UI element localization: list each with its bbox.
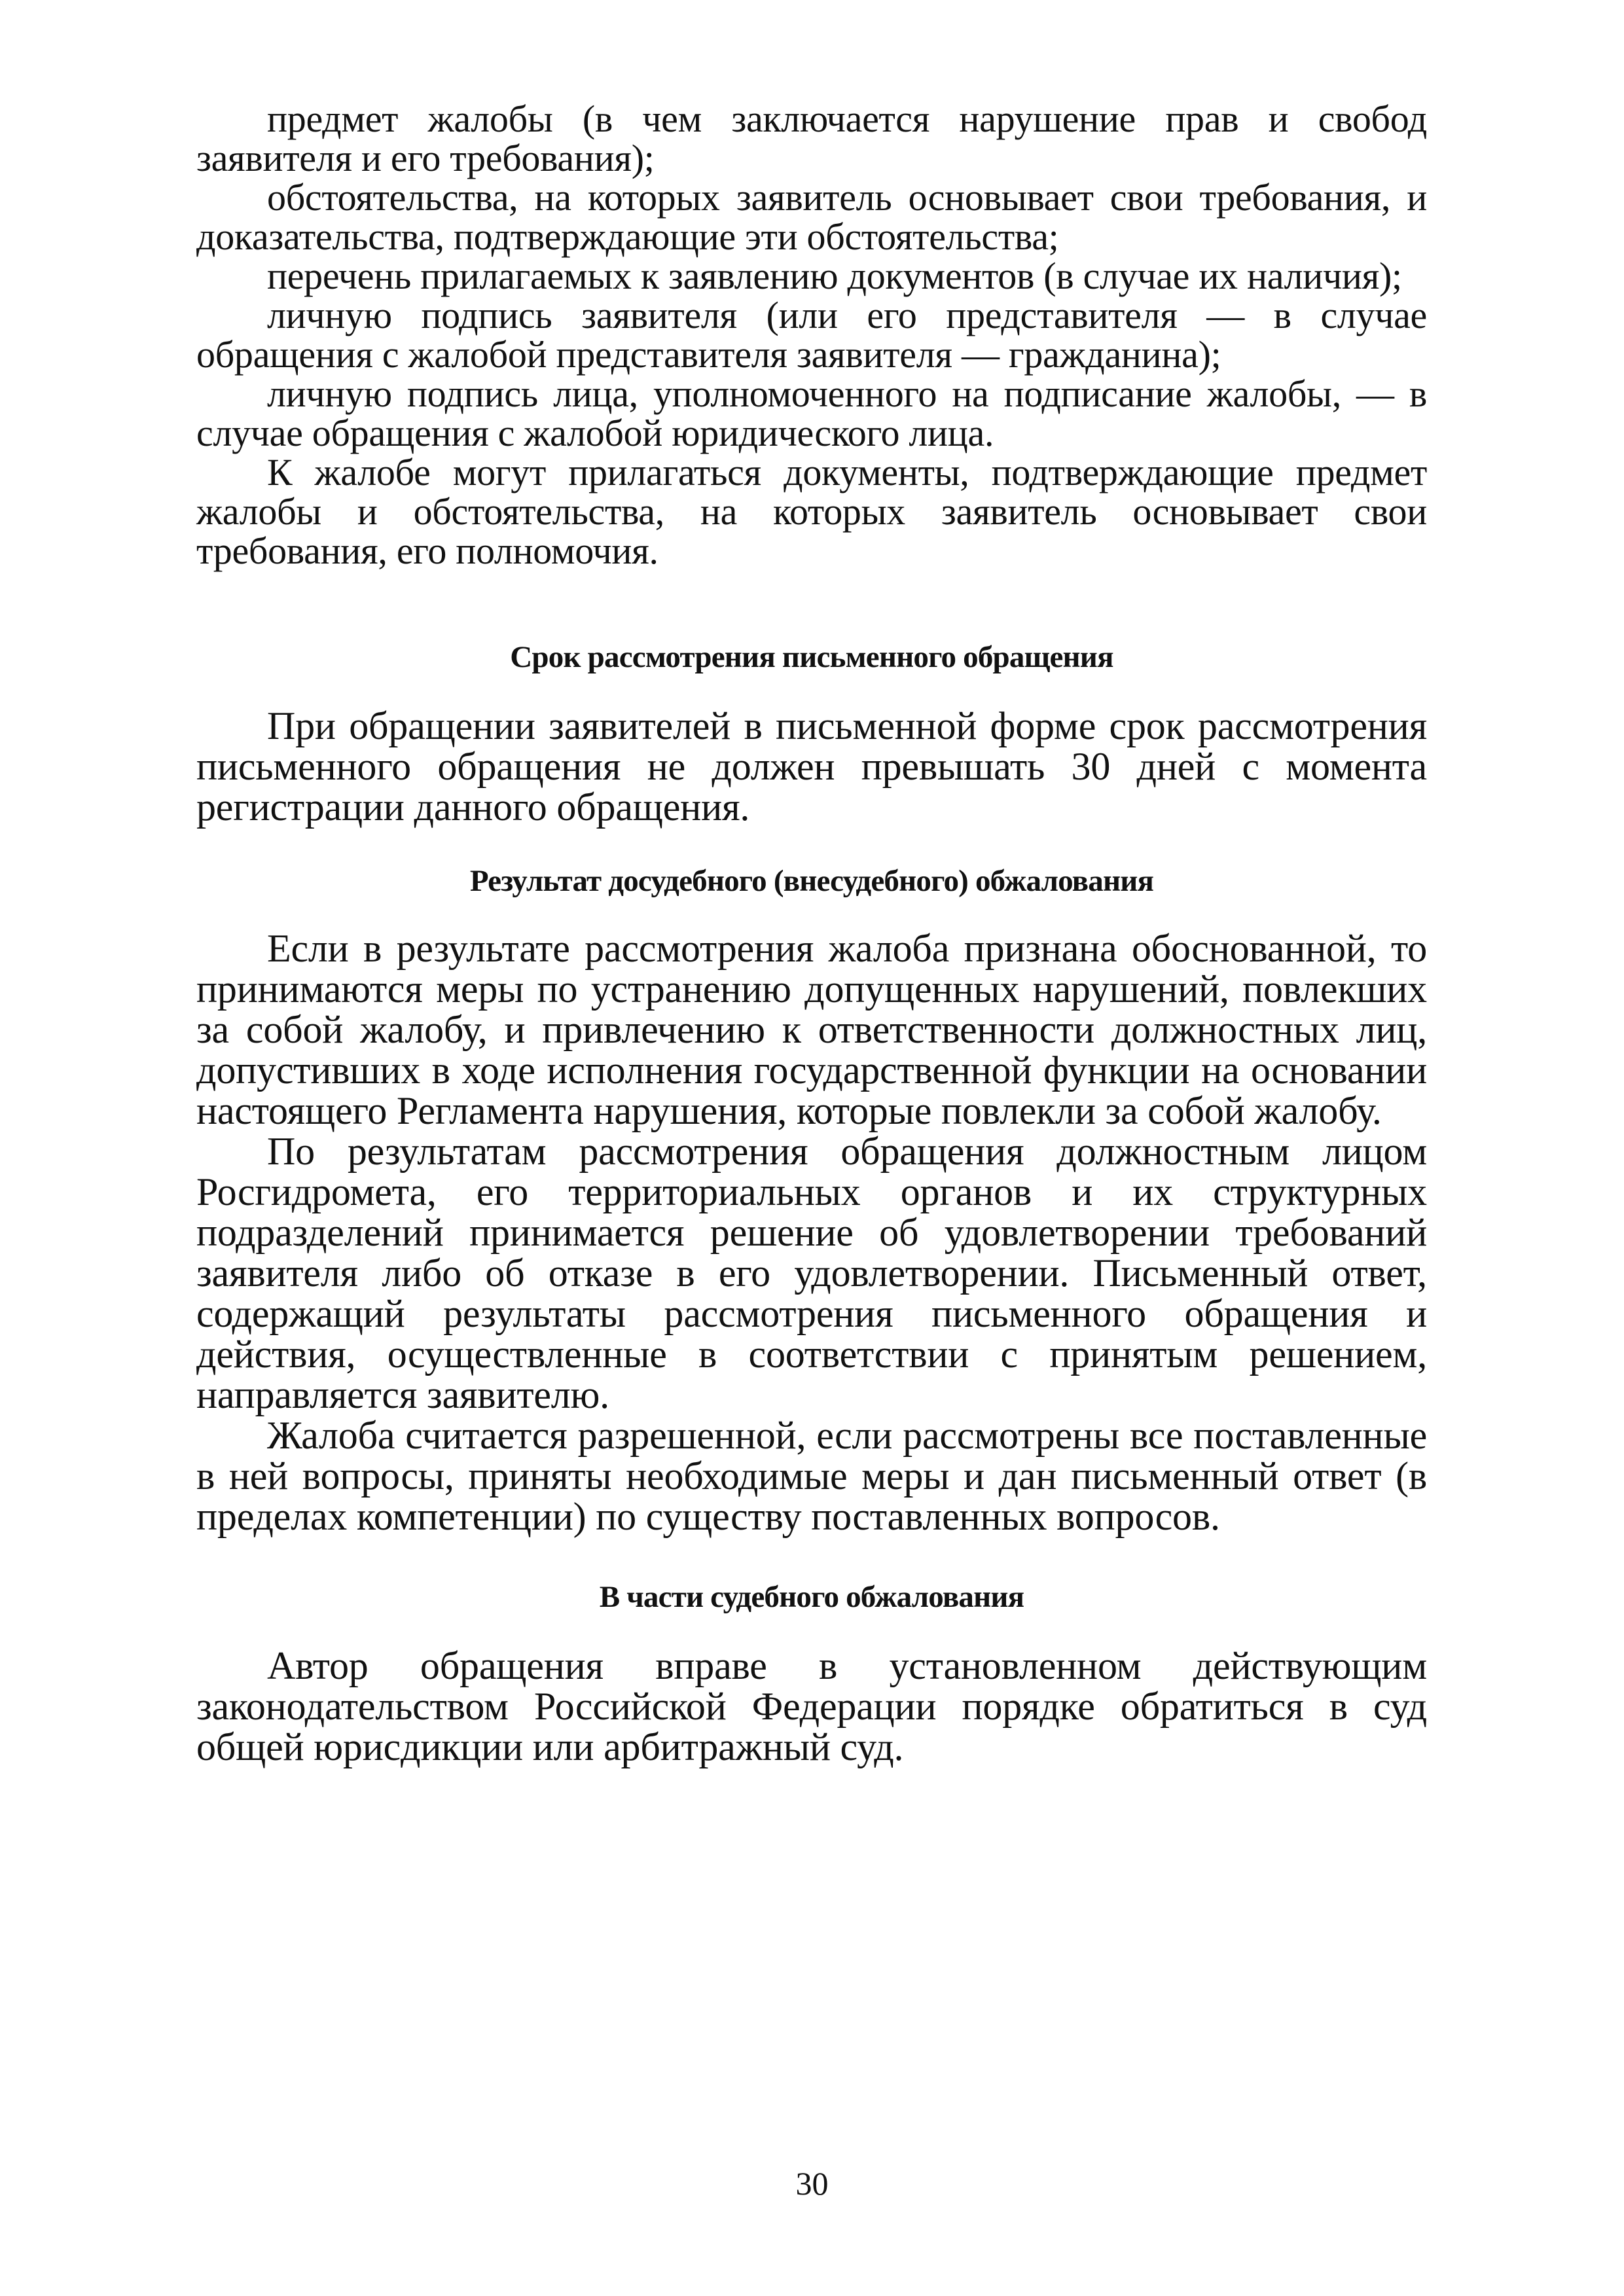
intro-paragraph-applicant-signature: личную подпись заявителя (или его представителя — в случае обращения с жалобой представителя заявителя — гражданина); [196,294,1427,376]
intro-paragraph-circumstances: обстоятельства, на которых заявитель основывает свои требования, и доказательства, подтверждающие эти обстоятельства; [196,176,1427,258]
page-number: 30 [795,2165,829,2202]
term-section [196,706,1427,827]
heading-court: В части судебного обжалования [599,1580,1024,1614]
result-paragraph-decision: По результатам рассмотрения обращения должностным лицом Росгидромета, его территориальных органов и их структурных подразделений принимается решение об удовлетворении требований заявителя либо об отказе в его удовлетворении. Письменный ответ, содержащий результаты рассмотрения письменного обращения и действия, осуществленные в соответствии с принятым решением, направляется заявителю. [196,1130,1427,1416]
heading-result: Результат досудебного (внесудебного) обжалования [469,864,1154,898]
intro-paragraph-documents-list: перечень прилагаемых к заявлению документов (в случае их наличия); [267,255,1402,297]
intro-paragraph-subject: предмет жалобы (в чем заключается нарушение прав и свобод заявителя и его требования); [196,98,1427,179]
result-paragraph-justified: Если в результате рассмотрения жалоба признана обоснованной, то принимаются меры по устранению допущенных нарушений, повлекших за собой жалобу, и привлечению к ответственности должностных лиц, допустивших в ходе исполнения государственной функции на основании настоящего Регламента нарушения, которые повлекли за собой жалобу. [196,927,1427,1132]
intro-section [196,99,1427,571]
result-section [196,928,1427,1537]
term-paragraph: При обращении заявителей в письменной форме срок рассмотрения письменного обращения не должен превышать 30 дней с момента регистрации данного обращения. [196,704,1427,829]
result-paragraph-resolved: Жалоба считается разрешенной, если рассмотрены все поставленные в ней вопросы, приняты необходимые меры и дан письменный ответ (в пределах компетенции) по существу поставленных вопросов. [196,1414,1427,1538]
heading-term: Срок рассмотрения письменного обращения [510,640,1113,674]
intro-paragraph-attachments: К жалобе могут прилагаться документы, подтверждающие предмет жалобы и обстоятельства, на которых заявитель основывает свои требования, его полномочия. [196,451,1427,572]
court-paragraph: Автор обращения вправе в установленном действующим законодательством Российской Федерации порядке обратиться в суд общей юрисдикции или арбитражный суд. [196,1644,1427,1768]
intro-paragraph-legal-entity-signature: личную подпись лица, уполномоченного на подписание жалобы, — в случае обращения с жалобой юридического лица. [196,372,1427,454]
court-section [196,1645,1427,1767]
